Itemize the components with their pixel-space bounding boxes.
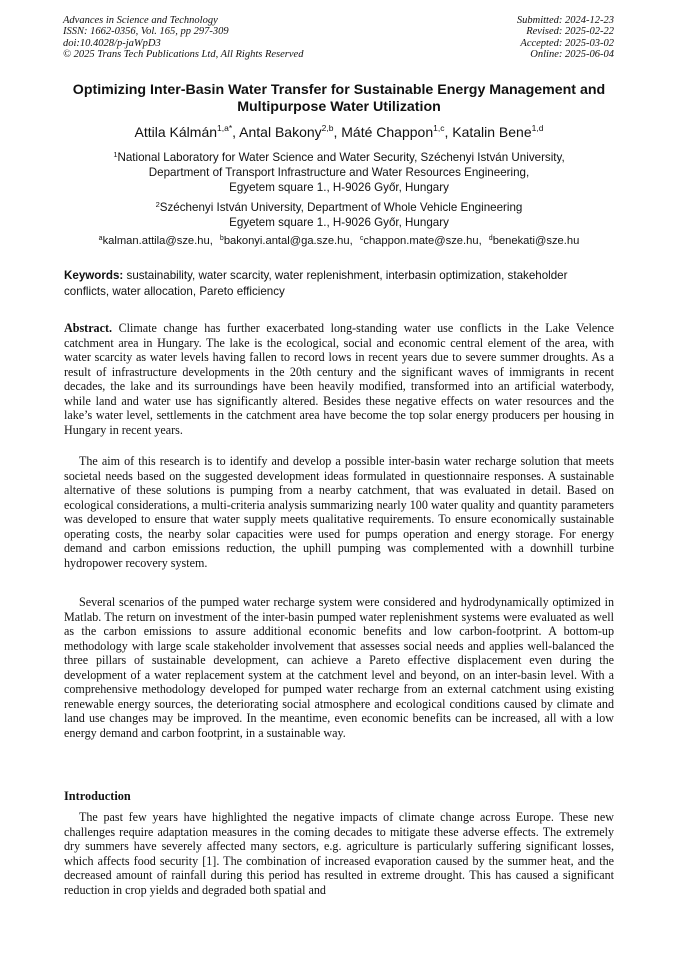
affiliation-1: $^1$National Laboratory for Water Science and Water Security, Széchenyi István University, Department of Transport Infrastructure and Water Resources Engineering, Egyetem square 1., H-9026 Győr, Hungary: [113, 150, 565, 195]
author-affiliation-mark: 2,b: [321, 123, 334, 133]
author-affiliation-mark: 1,c: [433, 123, 445, 133]
online-date: Online: 2025-06-04: [530, 49, 614, 61]
journal-header-right: [517, 15, 614, 61]
author-name: Attila Kálmán: [134, 124, 218, 140]
author-list: Attila Kálmán$^{1,a*}$, Antal Bakony$^{2,b}$, Máté Chappon$^{1,c}$, Katalin Bene$^{1,d}$: [134, 123, 544, 140]
abstract-paragraph-1: Climate change has further exacerbated long-standing water use conflicts in the Lake Velence catchment area in Hungary. The lake is the ecological, social and economic central element of the area, with water scarcity as water levels having fallen to record lows in recent years due to severe summer droughts. As a result of infrastructure developments in the 20th century and the significant waves of immigrants in recent decades, the lake and its surroundings have been heavily modified, transformed into an artificial waterbody, while land and water use has significantly altered. Besides these negative effects on water resources and the lake’s water level, settlements in the catchment area have become the top solar energy producers per housing in Hungary in recent years.: [64, 321, 615, 437]
paper-title: Optimizing Inter-Basin Water Transfer for Sustainable Energy Management and Multipurpose Water Utilization: [72, 82, 606, 115]
author-affiliation-mark: 1,a*: [217, 123, 233, 133]
introduction-paragraph: The past few years have highlighted the negative impacts of climate change across Europe. These new challenges require adaptation measures in the coming decades to mitigate these adverse effects. The extremely dry summers have severely affected many sectors, e.g. agriculture is particularly suffering significant losses, which affects food security [1]. The combination of increased evaporation caused by the summer heat, and the decreased amount of rainfall during this period has resulted in extreme drought. This has caused a significant reduction in crop yields and degraded both spatial and: [64, 810, 614, 897]
email-item[interactable]: $^b$bakonyi.antal@ga.sze.hu,: [219, 235, 353, 247]
author-name: Máté Chappon: [341, 124, 434, 140]
section-heading-introduction: Introduction: [64, 789, 131, 803]
email-list: [20, 235, 658, 247]
author-name: Antal Bakony: [239, 124, 322, 140]
email-item[interactable]: $^c$chappon.mate@sze.hu,: [359, 235, 482, 247]
keywords-label: Keywords:: [64, 269, 124, 282]
issn-info: ISSN: 1662-0356, Vol. 165, pp 297-309: [63, 26, 229, 38]
abstract-paragraph-3: Several scenarios of the pumped water recharge system were considered and hydrodynamically optimized in Matlab. The return on investment of the inter-basin pumped water replenishment systems were evaluated as well as the carbon emissions to assure additional economic benefits and low carbon-footprint. A bottom-up methodology with large scale stakeholder involvement that assesses social needs and applies well-balanced the three pillars of sustainable development, can achieve a Pareto effective displacement even during the development of a water replacement system at the catchment level and beyond, on an inter-basin level. With a comprehensive methodology developed for pumped water recharge from an external catchment using existing renewable energy sources, the deteriorating social atmosphere and ecological conditions caused by climate and land use changes may be improved. In the meantime, even economic benefits can be increased, all with a low energy demand and carbon footprint, in a sustainable way.: [64, 595, 614, 740]
abstract-paragraph-2: The aim of this research is to identify and develop a possible inter-basin water recharge solution that meets societal needs based on the suggested development ideas formulated in questionnaire responses. A sustainable alternative of these solutions is pumping from a nearby catchment, that was evaluated in detail. Based on ecological considerations, a multi-criteria analysis summarizing nearly 100 water quality and quantity parameters was developed to ensure that water supply meets qualitative requirements. To ensure economically sustainable operating costs, the nearby solar capacities were used for pumps operation and energy storage. For energy demand and carbon emissions reduction, the uphill pumping was complemented with a downhill turbine hydropower recovery system.: [64, 454, 614, 570]
doi[interactable]: doi:10.4028/p-jaWpD3: [63, 37, 161, 49]
email-item[interactable]: $^d$benekati@sze.hu: [488, 235, 580, 247]
abstract-label: Abstract.: [64, 321, 113, 335]
copyright: © 2025 Trans Tech Publications Ltd, All Rights Reserved: [63, 49, 304, 61]
affiliation-2: $^2$Széchenyi István University, Department of Whole Vehicle Engineering Egyetem square 1., H-9026 Győr, Hungary: [155, 200, 523, 230]
author-name: Katalin Bene: [452, 124, 532, 140]
accepted-date: Accepted: 2025-03-02: [520, 37, 614, 49]
author-affiliation-mark: 1,d: [531, 123, 544, 133]
abstract: [64, 321, 614, 437]
keywords: [64, 268, 614, 299]
submitted-date: Submitted: 2024-12-23: [516, 15, 614, 26]
email-item[interactable]: $^a$kalman.attila@sze.hu,: [98, 235, 213, 247]
journal-header-left: [63, 15, 303, 61]
journal-name: Advances in Science and Technology: [63, 15, 218, 26]
keywords-text: sustainability, water scarcity, water replenishment, interbasin optimization, stakeholder conflicts, water allocation, Pareto efficiency: [64, 269, 568, 298]
revised-date: Revised: 2025-02-22: [526, 26, 614, 38]
